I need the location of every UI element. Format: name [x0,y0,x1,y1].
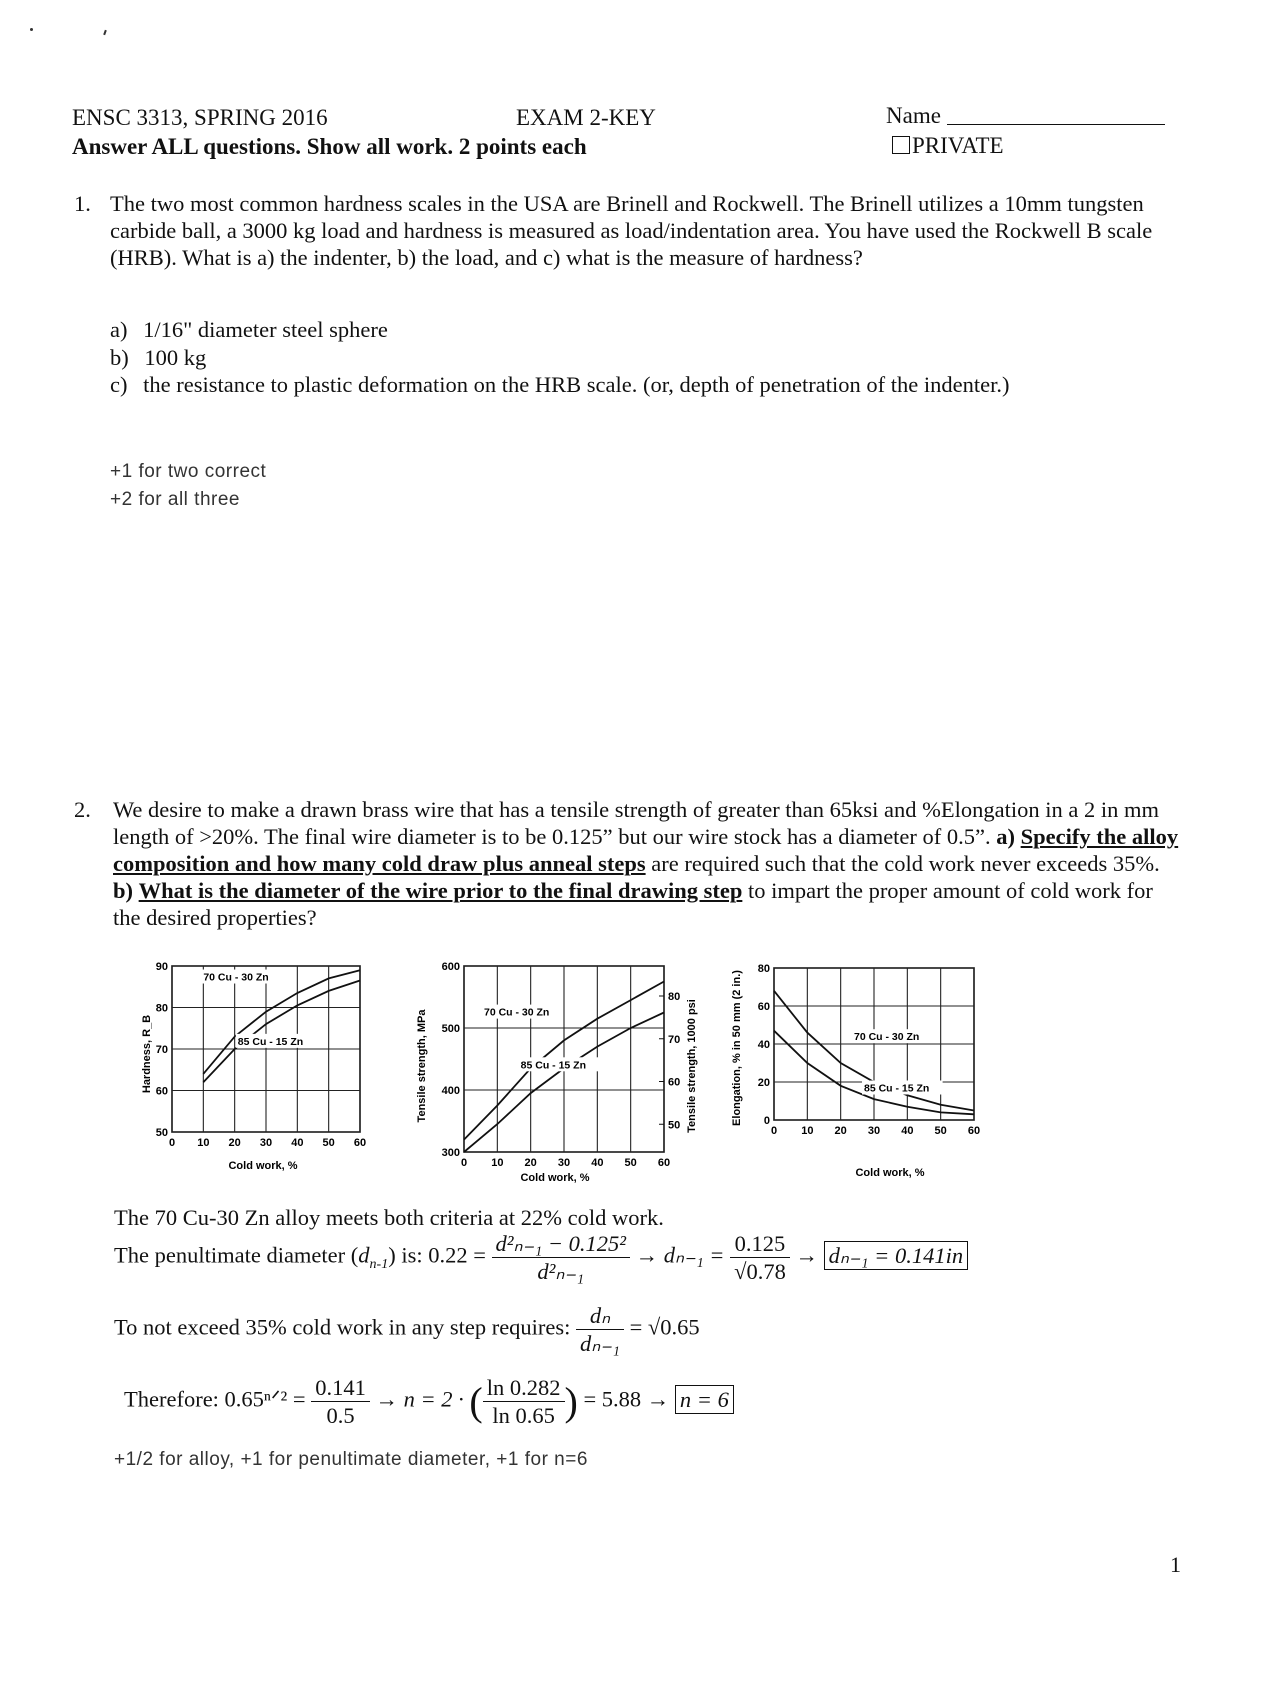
y-axis-label: Hardness, R_B [141,1014,153,1094]
q1-answer-a [110,316,388,343]
fraction-denominator: dₙ₋₁ [580,1331,620,1356]
q1-answer-b [110,344,206,371]
x-tick-label: 10 [197,1137,210,1149]
fraction-2 [730,1230,790,1285]
y-tick-label: 60 [757,1001,770,1013]
q1-grading-2: +2 for all three [110,489,240,510]
answer-text: the resistance to plastic deformation on the HRB scale. (or, depth of penetration of the indenter.) [143,372,1010,397]
q2-part-b-bold: What is the diameter of the wire prior to the final drawing step [138,878,743,903]
course-title: ENSC 3313, SPRING 2016 [72,105,328,130]
y-tick-label: 50 [155,1127,168,1139]
y-tick-label: 20 [757,1077,770,1089]
x-tick-label: 30 [259,1137,273,1149]
x-tick-label: 40 [591,1157,604,1169]
q2-intro: We desire to make a drawn brass wire that has a tensile strength of greater than 65ksi and %Elongation in a 2 in mm length of >20%. The final wire diameter is to be 0.125” but our wire stock has a diameter of 0.5”. [113,797,1160,849]
elongation-chart [731,963,980,1179]
x-tick-label: 50 [322,1137,335,1149]
q2-part-a-label: a) [996,824,1016,849]
x-tick-label: 40 [291,1137,304,1149]
property-charts [140,956,980,1188]
answer-text: 1/16" diameter steel sphere [143,317,388,342]
x-tick-label: 60 [967,1125,980,1137]
therefore-eq: = 5.88 → [583,1386,670,1412]
y-axis-label: Elongation, % in 50 mm (2 in.) [731,970,743,1126]
q2-part-a-rest: are required such that the cold work never exceeds 35%. [645,851,1160,876]
series-label: 70 Cu - 30 Zn [203,971,269,984]
hardness-chart [141,961,366,1172]
page-number: 1 [1170,1552,1181,1577]
paren-close: ) [564,1379,578,1424]
fraction-numerator: 0.141 [311,1374,370,1402]
y-tick-label: 0 [763,1115,770,1127]
fraction-1 [492,1230,630,1285]
x-tick-label: 20 [834,1125,847,1137]
q2-text [113,796,1183,931]
x-tick-label: 50 [624,1157,637,1169]
y-tick-label: 70 [155,1044,168,1056]
x-tick-label: 0 [168,1137,176,1149]
q2-part-b-label: b) [113,878,134,903]
fraction-4 [311,1374,370,1429]
name-line[interactable] [947,104,1165,125]
result-n: n = 6 [675,1385,734,1414]
solution-line-4 [124,1374,734,1429]
y-right-tick-label: 50 [668,1119,681,1132]
penultimate-prefix: The penultimate diameter ( [114,1242,359,1268]
y-tick-label: 400 [441,1085,460,1097]
fraction-numerator: d²ₙ₋₁ − 0.125² [492,1230,630,1258]
y-axis-label: Tensile strength, MPa [416,1009,428,1123]
series-label: 70 Cu - 30 Zn [854,1031,920,1044]
fraction-numerator: 0.125 [730,1230,790,1258]
answer-label: c) [110,372,128,397]
q2-number: 2. [74,797,91,822]
solution-line-1: The 70 Cu-30 Zn alloy meets both criteria at 22% cold work. [114,1205,664,1230]
scan-mark [103,30,107,35]
answer-label: b) [110,345,129,370]
y-right-tick-label: 80 [668,991,681,1004]
checkbox-icon[interactable] [892,136,910,154]
fraction-numerator: ln 0.282 [483,1374,565,1402]
fraction-5 [483,1374,565,1429]
solution-line-2 [114,1230,968,1285]
x-axis-label: Cold work, % [520,1172,590,1184]
q1-number: 1. [74,191,91,216]
y-tick-label: 40 [757,1039,770,1051]
fraction-numerator: dₙ [576,1302,624,1330]
name-field[interactable] [886,102,1165,130]
series-label: 85 Cu - 15 Zn [520,1059,587,1072]
x-tick-label: 20 [524,1157,537,1169]
x-tick-label: 30 [867,1125,881,1137]
x-tick-label: 30 [557,1157,571,1169]
q1-answer-c [110,371,1009,398]
q2-part-b-rest: to impart the proper amount of cold work for the desired properties? [113,878,1153,930]
q2-grading: +1/2 for alloy, +1 for penultimate diameter, +1 for n=6 [114,1449,588,1470]
private-checkbox[interactable] [892,132,1004,160]
paren-open: ( [469,1379,483,1424]
y-tick-label: 60 [155,1085,168,1098]
penultimate-var: d [358,1242,370,1268]
arrow-1: → dₙ₋₁ = [635,1242,725,1268]
exam-title: EXAM 2-KEY [516,105,656,130]
fraction-denominator: d²ₙ₋₁ [537,1259,585,1284]
constraint-text: To not exceed 35% cold work in any step requires: [114,1314,571,1340]
arrow-2: → [795,1242,818,1268]
private-label: PRIVATE [912,133,1004,158]
x-tick-label: 50 [934,1125,947,1137]
solution-line-3 [114,1302,700,1357]
y-tick-label: 80 [155,1002,168,1015]
x-tick-label: 20 [228,1137,241,1149]
series-label: 85 Cu - 15 Zn [237,1035,304,1048]
fraction-3 [576,1302,624,1357]
x-tick-label: 40 [901,1125,914,1137]
x-axis-label: Cold work, % [228,1160,298,1172]
x-tick-label: 0 [460,1157,468,1169]
answer-label: a) [110,317,128,342]
y-right-tick-label: 60 [668,1076,681,1089]
fraction-denominator: ln 0.65 [492,1403,555,1428]
y-tick-label: 600 [441,961,460,973]
y-tick-label: 300 [441,1147,460,1159]
x-tick-label: 10 [801,1125,814,1137]
fraction-denominator: 0.5 [326,1403,355,1428]
penultimate-sub: n-1 [369,1257,389,1273]
result-diameter: dₙ₋₁ = 0.141in [824,1241,968,1270]
series-label: 70 Cu - 30 Zn [484,1006,550,1019]
q2-part-a-bold: Specify the alloy composition and how many cold draw plus anneal steps [113,824,1179,876]
q1-text: The two most common hardness scales in the USA are Brinell and Rockwell. The Brinell utilizes a 10mm tungsten carbide ball, a 3000 kg load and hardness is measured as load/indentation area. You have used the Rockwell B scale (HRB). What is a) the indenter, b) the load, and c) what is the measure of hardness? [110,191,1153,270]
answer-text: 100 kg [144,345,207,370]
series-label: 85 Cu - 15 Zn [864,1082,930,1095]
arrow-3: → n = 2 · [375,1386,464,1412]
x-tick-label: 0 [770,1125,778,1137]
scan-mark [30,28,33,31]
therefore-text: Therefore: 0.65ⁿᐟ² = [124,1386,306,1412]
series-line-85cu-15zn [203,981,360,1083]
q1-grading-1: +1 for two correct [110,461,267,482]
tensile-chart [416,961,698,1184]
y-tick-label: 500 [441,1023,460,1035]
y-axis-label-right: Tensile strength, 1000 psi [686,999,698,1133]
instructions: Answer ALL questions. Show all work. 2 points each [72,134,587,159]
x-tick-label: 10 [491,1157,504,1169]
x-tick-label: 60 [657,1157,671,1169]
name-label: Name [886,103,941,128]
x-axis-label: Cold work, % [855,1167,925,1179]
constraint-eq: = √0.65 [629,1314,700,1340]
x-tick-label: 60 [353,1137,367,1149]
fraction-denominator: √0.78 [734,1259,786,1284]
y-tick-label: 90 [155,961,168,973]
y-right-tick-label: 70 [668,1033,681,1046]
y-tick-label: 80 [757,963,770,975]
penultimate-suffix: ) is: 0.22 = [388,1242,486,1268]
